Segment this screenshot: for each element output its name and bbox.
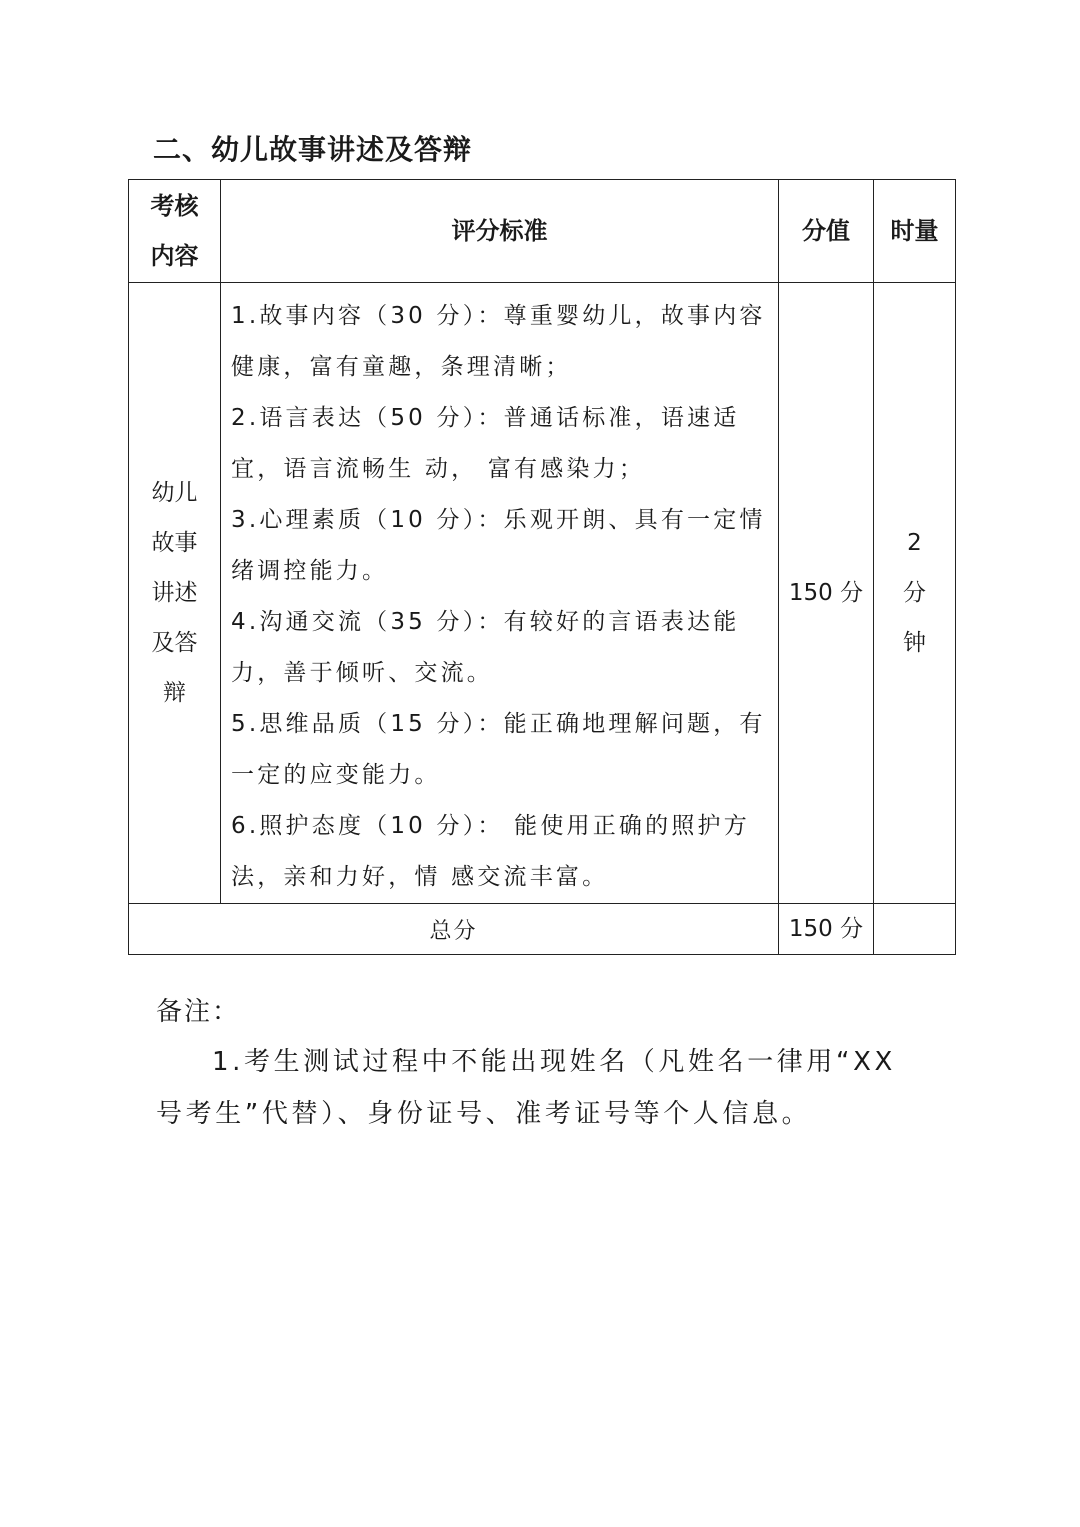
header-time-cell	[874, 180, 956, 283]
header-score-cell	[779, 180, 874, 283]
header-time: 时量	[890, 217, 939, 245]
time-cell	[874, 283, 956, 904]
remarks-item: 1.考生测试过程中不能出现姓名（凡姓名一律用“XX号考生”代替）、身份证号、准考证号等个人信息。	[156, 1047, 896, 1129]
criteria-item: 6.照护态度（10 分）： 能使用正确的照护方法，亲和力好，情 感交流丰富。	[231, 813, 750, 890]
table-row	[129, 283, 956, 904]
criteria-cell	[221, 283, 779, 904]
score-cell	[779, 283, 874, 904]
header-criteria-cell	[221, 180, 779, 283]
header-content-cell	[129, 180, 221, 283]
criteria-item: 5.思维品质（15 分）：能正确地理解问题，有一定的应变能力。	[231, 711, 766, 788]
total-row	[129, 904, 956, 955]
total-label: 总分	[429, 918, 478, 944]
total-time-cell	[874, 904, 956, 955]
score-table	[128, 179, 956, 955]
total-score-cell	[779, 904, 874, 955]
header-criteria: 评分标准	[451, 217, 548, 245]
criteria-item: 1.故事内容（30 分）：尊重婴幼儿，故事内容健康，富有童趣，条理清晰；	[231, 303, 766, 380]
header-score: 分值	[802, 217, 850, 245]
content-cell	[129, 283, 221, 904]
score-value: 150 分	[788, 580, 864, 606]
table-header-row	[129, 180, 956, 283]
section-title: 二、幼儿故事讲述及答辩	[153, 133, 473, 166]
time-value: 2 分钟	[903, 530, 926, 656]
assessment-content: 幼儿故事讲述及答辩	[151, 480, 198, 706]
total-label-cell	[129, 904, 779, 955]
criteria-item: 3.心理素质（10 分）：乐观开朗、具有一定情绪调控能力。	[231, 507, 766, 584]
remarks-title: 备注：	[156, 997, 241, 1027]
criteria-item: 4.沟通交流（35 分）：有较好的言语表达能力，善于倾听、交流。	[231, 609, 740, 686]
header-content: 考核内容	[150, 192, 199, 270]
criteria-list	[221, 283, 778, 903]
total-score: 150 分	[788, 916, 864, 942]
criteria-item: 2.语言表达（50 分）：普通话标准，语速适宜，语言流畅生 动， 富有感染力；	[231, 405, 740, 482]
